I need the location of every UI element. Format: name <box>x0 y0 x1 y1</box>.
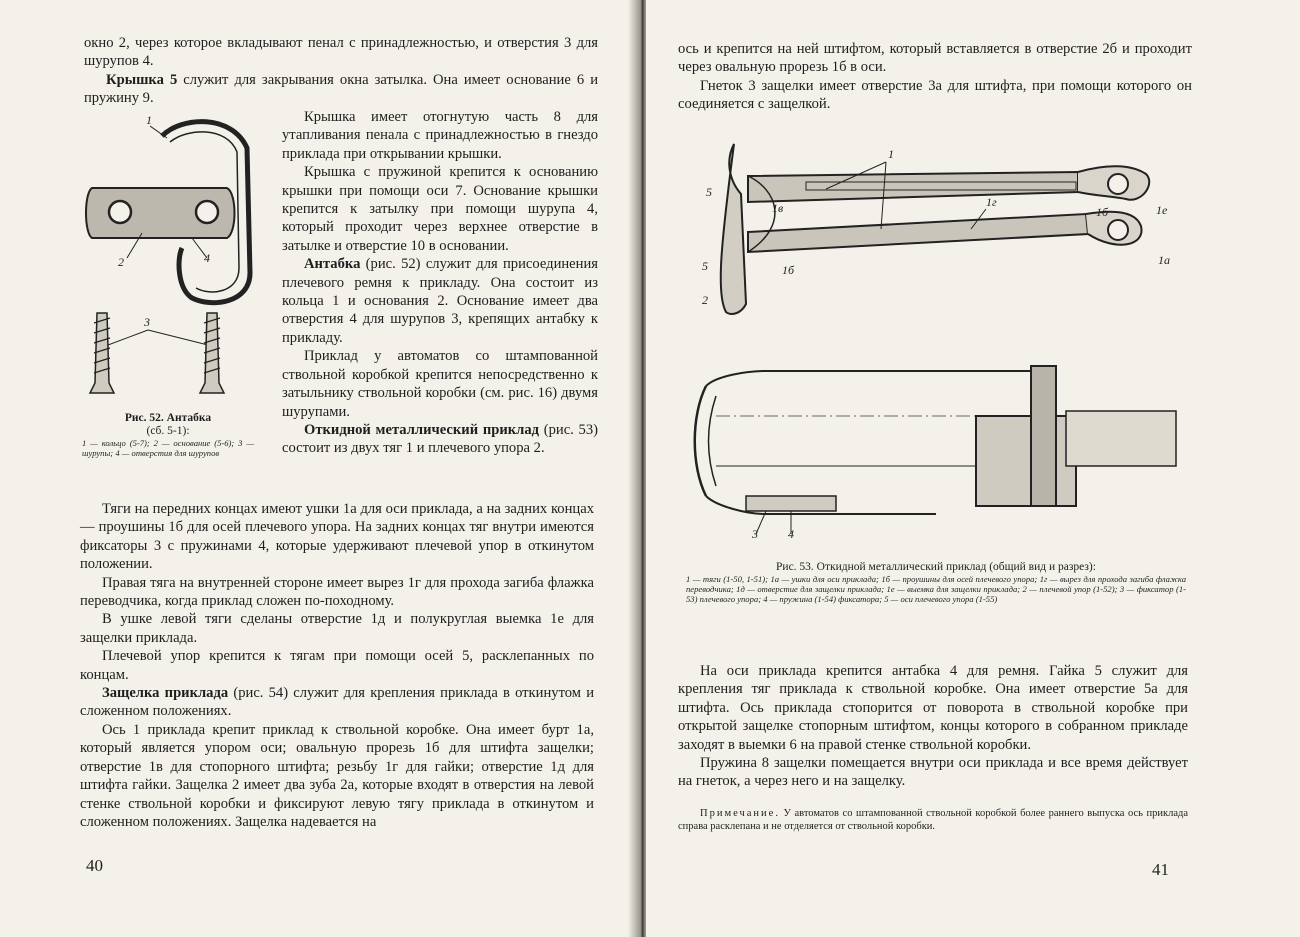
fig53-label-2: 2 <box>702 293 708 307</box>
fig53-label-1b-right: 1б <box>1096 205 1109 219</box>
right-para-3: На оси приклада крепится антабка 4 для ремня. Гайка 5 служит для крепления тяг приклада к ствольной коробке. Она имеет отверстие 5а для штифта. Ось приклада стопорится от поворота в ствольной коробке при открытой защелке стопорным штифтом, концы которого в собранном прикладе заходят в выемки 6 на правой стенке ствольной коробки. <box>678 663 1188 753</box>
figure-52-drawing <box>82 108 272 408</box>
left-para-12 <box>80 684 594 721</box>
figure-52-antabka <box>82 108 272 408</box>
fig53-label-3: 3 <box>752 527 758 540</box>
left-para-2-lead: Крышка 5 <box>106 71 178 88</box>
left-para-7-body: (рис. 53) состоит из двух тяг 1 и плечевого упора 2. <box>282 421 598 457</box>
left-para-8: Тяги на передних концах имеют ушки 1а для оси приклада, а на задних концах — проушины 1б для осей плечевого упора. На задних концах тяг внутри имеются фиксаторы 3 с пружинами 4, которые удерживают плечевой упор в откинутом положении. <box>80 501 594 573</box>
fig53-legend: 1 — тяги (1-50, 1-51); 1а — ушки для оси приклада; 1б — проушины для осей плечевого упора; 1г — вырез для прохода загиба флажка переводчика; 1д — отверстие для защелки приклада; 1е — выемка для защелки приклада; 2 — плечевой упор (1-52); 3 — фиксатор (1-53) плечевого упора; 4 — пружина (1-54) фиксатора; 5 — оси плечевого упора (1-55) <box>686 574 1186 604</box>
fig53-label-4: 4 <box>788 527 794 540</box>
right-para-2: Гнеток 3 защелки имеет отверстие 3а для штифта, при помощи которого он соединяется с защелкой. <box>678 77 1192 113</box>
left-top-text <box>84 34 598 108</box>
fig52-subtitle: (сб. 5-1): <box>146 425 190 437</box>
left-para-7-lead: Откидной металлический приклад <box>304 421 540 438</box>
fig53-label-5b: 5 <box>702 259 708 273</box>
fig53-label-1v: 1в <box>772 201 784 215</box>
figure-53-general-view <box>686 134 1186 334</box>
fig52-label-2: 2 <box>118 255 124 269</box>
fig52-label-1: 1 <box>146 113 152 127</box>
fig53-label-1b-left: 1б <box>782 263 795 277</box>
right-page <box>646 0 1300 937</box>
fig52-label-4: 4 <box>204 251 210 265</box>
left-para-3: Крышка имеет отогнутую часть 8 для утапливания пенала с принадлежностью в гнездо приклада при открывании крышки. <box>282 109 598 162</box>
right-note <box>678 808 1188 833</box>
fig53-label-1e: 1е <box>1156 203 1168 217</box>
figure-53-bottom-drawing <box>686 356 1186 540</box>
right-para-4: Пружина 8 защелки помещается внутри оси приклада и все время действует на гнеток, а через него и на защелку. <box>678 755 1188 790</box>
left-para-12-body: (рис. 54) служит для крепления приклада в откинутом и сложенном положениях. <box>80 685 594 720</box>
left-para-13: Ось 1 приклада крепит приклад к ствольной коробке. Она имеет бурт 1а, который является упором оси; овальную прорезь 1б для штифта защелки; отверстие 1в для стопорного штифта; резьбу 1г для гайки; отверстие 1д для штифта гайки. Защелка 2 имеет два зуба 2а, которые входят в отверстия на левой стенке ствольной коробки и фиксируют левую тягу приклада в откинутом и сложенном положениях. Защелка надевается на <box>80 721 594 830</box>
fig53-label-1g: 1г <box>986 195 997 209</box>
right-note-para <box>678 808 1188 833</box>
left-para-2 <box>84 71 598 108</box>
left-para-7 <box>282 421 598 458</box>
left-para-4: Крышка с пружиной крепится к основанию крышки при помощи оси 7. Основание крышки крепится к затылку при помощи шурупа 4, который проходит через верхнее отверстие в затылке и отверстие 10 в основании. <box>282 164 598 254</box>
fig53-title: Рис. 53. Откидной металлический приклад (общий вид и разрез): <box>776 561 1096 573</box>
left-para-6: Приклад у автоматов со штампованной ствольной коробкой крепится непосредственно к затыльнику ствольной коробки (см. рис. 16) двумя шурупами. <box>282 348 598 420</box>
note-body: У автоматов со штампованной ствольной коробкой более раннего выпуска ось приклада справа расклепана и не отделяется от ствольной коробки. <box>678 808 1188 832</box>
left-para-10: В ушке левой тяги сделаны отверстие 1д и полукруглая выемка 1е для защелки приклада. <box>80 611 594 646</box>
left-para-1: окно 2, через которое вкладывают пенал с принадлежностью, и отверстия 3 для шурупов 4. <box>84 35 598 70</box>
left-para-5-lead: Антабка <box>304 256 361 273</box>
left-page <box>0 0 640 937</box>
left-bottom-text <box>80 500 594 831</box>
page-number-right: 41 <box>1152 860 1169 879</box>
left-para-2-body: служит для закрывания окна затылка. Она имеет основание 6 и пружину 9. <box>84 71 599 107</box>
note-lead: Примечание. <box>700 808 780 819</box>
page-number-left: 40 <box>86 856 103 875</box>
left-para-5-body: (рис. 52) служит для присоединения плечевого ремня к прикладу. Она состоит из кольца 1 и основания 2. Основание имеет два отверстия 4 для шурупов 3, крепящих антабку к прикладу. <box>282 256 598 346</box>
left-para-12-lead: Защелка приклада <box>102 685 229 702</box>
fig53-label-5a: 5 <box>706 185 712 199</box>
left-para-5 <box>282 255 598 347</box>
fig52-legend: 1 — кольцо (5-7); 2 — основание (5-6); 3 — шурупы; 4 — отверстия для шурупов <box>82 438 254 458</box>
fig52-title: Рис. 52. Антабка <box>124 412 212 424</box>
figure-53-caption <box>686 560 1186 604</box>
left-para-11: Плечевой упор крепится к тягам при помощи осей 5, расклепанных по концам. <box>80 648 594 683</box>
left-para-9: Правая тяга на внутренней стороне имеет вырез 1г для прохода загиба флажка переводчика, когда приклад сложен по-походному. <box>80 574 594 610</box>
figure-53-section-view <box>686 356 1186 540</box>
right-para-1: ось и крепится на ней штифтом, который вставляется в отверстие 2б и проходит через овальную прорезь 1б в оси. <box>678 41 1192 76</box>
fig53-label-1: 1 <box>888 147 894 161</box>
fig53-label-1a: 1а <box>1158 253 1170 267</box>
figure-53-top-drawing <box>686 134 1186 334</box>
right-top-text <box>678 40 1192 114</box>
right-bottom-text <box>678 662 1188 791</box>
fig52-label-3: 3 <box>144 315 150 329</box>
left-side-text <box>282 108 598 458</box>
figure-52-caption <box>82 412 254 458</box>
